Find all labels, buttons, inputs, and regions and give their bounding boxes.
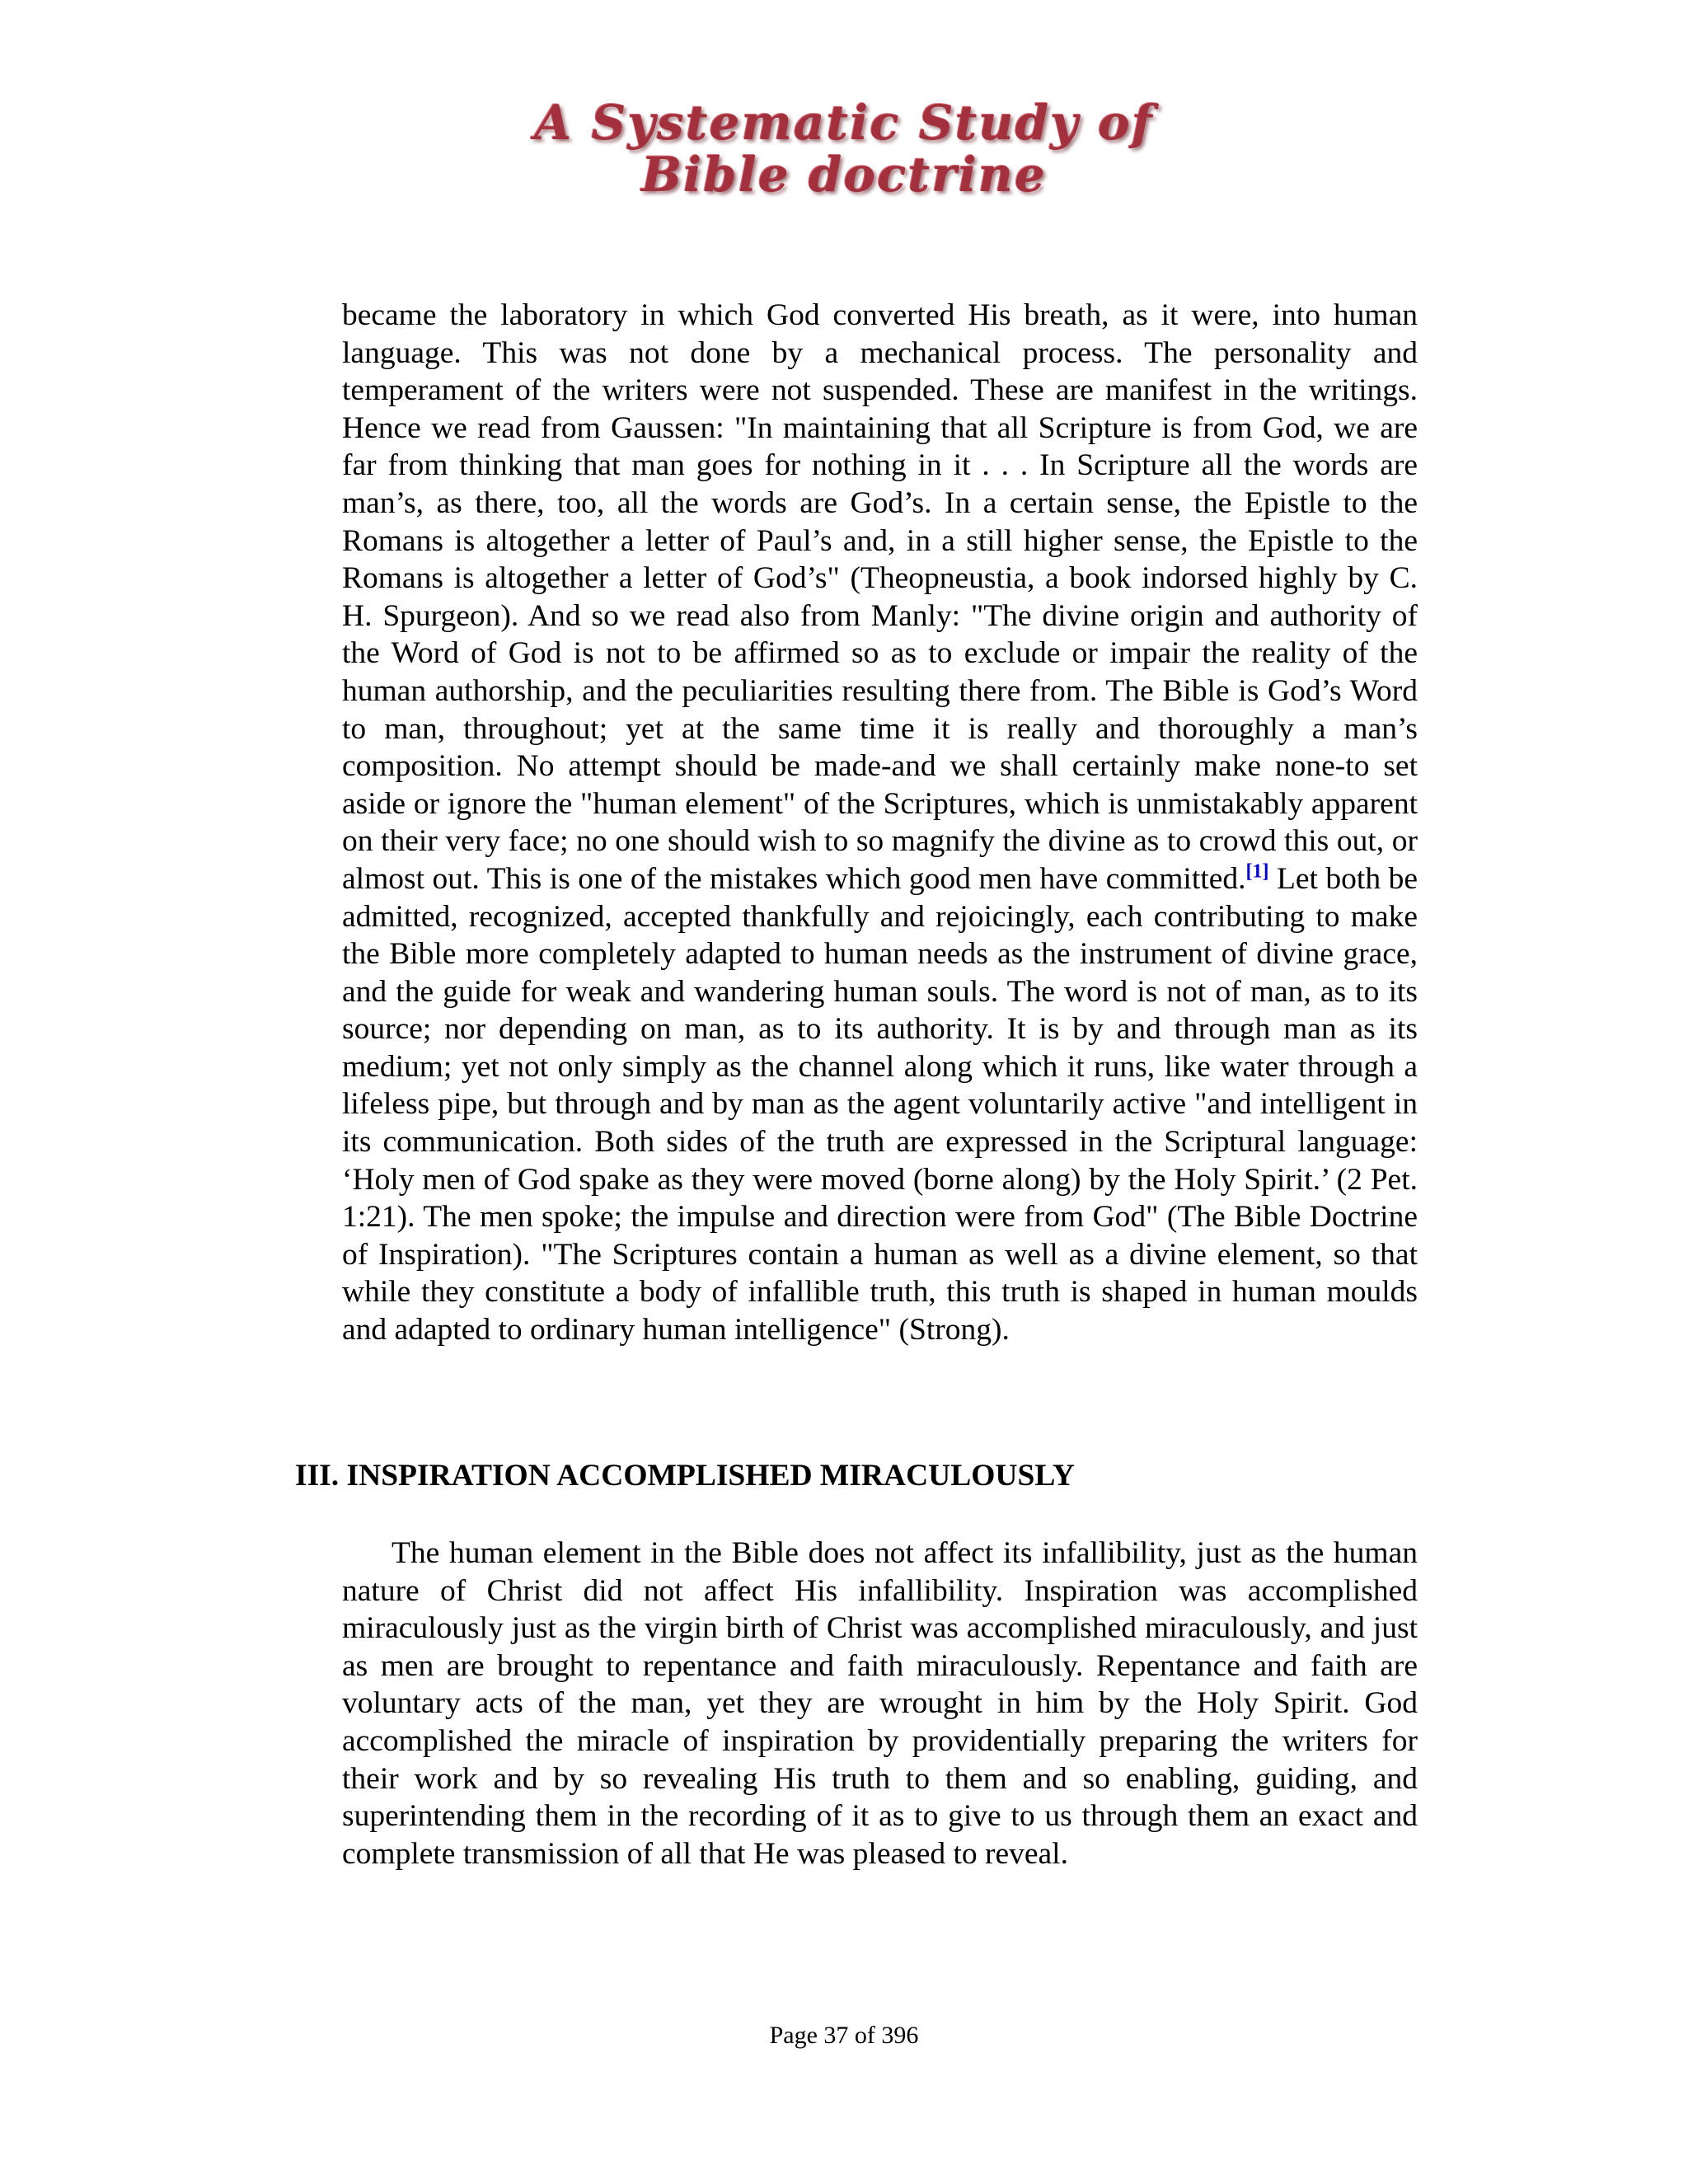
- body-paragraph-1: [342, 297, 1418, 1349]
- book-title-line-2: Bible doctrine: [641, 146, 1047, 203]
- book-title-logo: [0, 95, 1688, 203]
- page-number: Page 37 of 396: [769, 2022, 919, 2049]
- paragraph-1-text-start: became the laboratory in which God converted His breath, as it were, into human language. This was not done by a mechanical process. The personality and temperament of the writers were not suspended. These are manifest in the writings. Hence we read from Gaussen: "In maintaining that all Scripture is from God, we are far from thinking that man goes for nothing in it . . . In Scripture all the words are man’s, as there, too, all the words are God’s. In a certain sense, the Epistle to the Romans is altogether a letter of Paul’s and, in a still higher sense, the Epistle to the Romans is altogether a letter of God’s" (Theopneustia, a book indorsed highly by C. H. Spurgeon). And so we read also from Manly: "The divine origin and authority of the Word of God is not to be affirmed so as to exclude or impair the reality of the human authorship, and the peculiarities resulting there from. The Bible is God’s Word to man, throughout; yet at the same time it is really and thoroughly a man’s composition. No attempt should be made-and we shall certainly make none-to set aside or ignore the "human element" of the Scriptures, which is unmistakably apparent on their very face; no one should wish to so magnify the divine as to crowd this out, or almost out. This is one of the mistakes which good men have committed.: [342, 298, 1418, 896]
- body-paragraph-2: The human element in the Bible does not affect its infallibility, just as the human nature of Christ did not affect His infallibility. Inspiration was accomplished miraculously just as the virgin birth of Christ was accomplished miraculously, and just as men are brought to repentance and faith miraculously. Repentance and faith are voluntary acts of the man, yet they are wrought in him by the Holy Spirit. God accomplished the miracle of inspiration by providentially preparing the writers for their work and by so revealing His truth to them and so enabling, guiding, and superintending them in the recording of it as to give to us through them an exact and complete transmission of all that He was pleased to reveal.: [342, 1536, 1418, 1871]
- section-heading: III. INSPIRATION ACCOMPLISHED MIRACULOUSLY: [295, 1459, 1075, 1493]
- book-title-line-1: A Systematic Study of: [534, 95, 1154, 151]
- paragraph-1-text-end: Let both be admitted, recognized, accepted thankfully and rejoicingly, each contributing to make the Bible more completely adapted to human needs as the instrument of divine grace, and the guide for weak and wandering human souls. The word is not of man, as to its source; nor depending on man, as to its authority. It is by and through man as its medium; yet not only simply as the channel along which it runs, like water through a lifeless pipe, but through and by man as the agent voluntarily active "and intelligent in its communication. Both sides of the truth are expressed in the Scriptural language: ‘Holy men of God spake as they were moved (borne along) by the Holy Spirit.’ (2 Pet. 1:21). The men spoke; the impulse and direction were from God" (The Bible Doctrine of Inspiration). "The Scriptures contain a human as well as a divine element, so that while they constitute a body of infallible truth, this truth is shaped in human moulds and adapted to ordinary human intelligence" (Strong).: [342, 861, 1418, 1347]
- footnote-link-1[interactable]: [1]: [1245, 860, 1269, 883]
